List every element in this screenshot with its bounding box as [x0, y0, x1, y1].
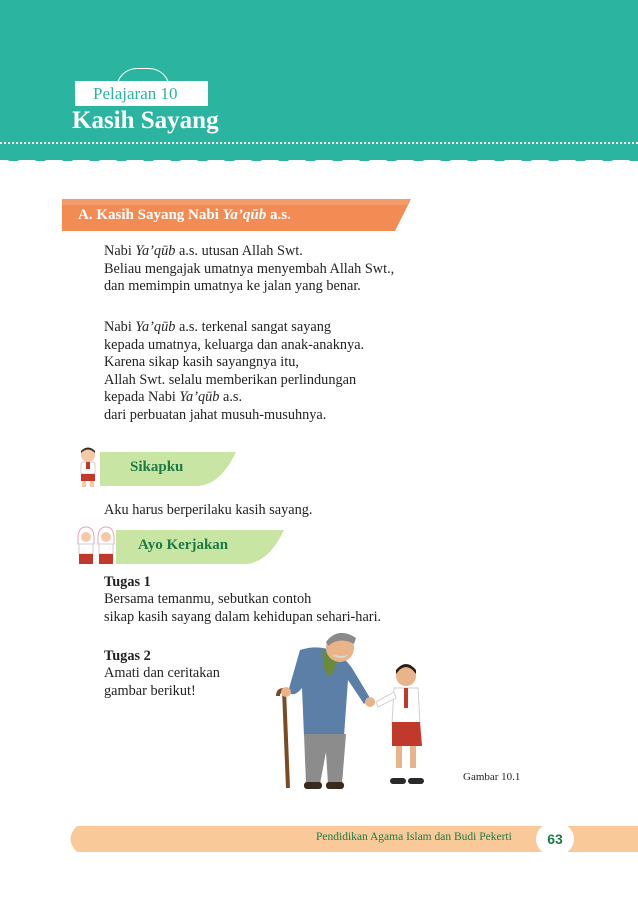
page-number: 63	[536, 823, 574, 855]
header-scallop-edge	[0, 147, 638, 173]
para2-line-3: Karena sikap kasih sayangnya itu,	[104, 354, 299, 370]
para2-line-1: Nabi Ya’qūb a.s. terkenal sangat sayang	[104, 319, 331, 335]
tugas-2-title: Tugas 2	[104, 648, 151, 664]
para1-line-2: Beliau mengajak umatnya menyembah Allah Swt.,	[104, 260, 395, 277]
tugas-1-title: Tugas 1	[104, 574, 151, 590]
student-boy-icon	[74, 446, 102, 488]
para2-line-2: kepada umatnya, keluarga dan anak-anaknya.	[104, 336, 365, 353]
section-a-title-italic: Ya’qūb	[222, 207, 267, 223]
tugas-1-line-2: sikap kasih sayang dalam kehidupan sehari-hari.	[104, 608, 382, 625]
section-a-paragraph-1	[104, 243, 394, 296]
lesson-label: Pelajaran 10	[75, 81, 208, 106]
section-a-paragraph-2	[104, 319, 364, 424]
sikapku-text: Aku harus berperilaku kasih sayang.	[104, 502, 313, 518]
header-band	[0, 0, 638, 160]
tugas-2-text	[104, 665, 220, 700]
tugas-1-text	[104, 591, 381, 626]
chapter-title: Kasih Sayang	[72, 107, 219, 134]
section-a-title-suffix: a.s.	[266, 207, 291, 223]
footer-book-title: Pendidikan Agama Islam dan Budi Pekerti	[316, 831, 512, 843]
ayo-kerjakan-title: Ayo Kerjakan	[138, 537, 229, 553]
para2-line-4: Allah Swt. selalu memberikan perlindungan	[104, 371, 357, 388]
section-a-title	[78, 199, 291, 231]
sikapku-title: Sikapku	[130, 459, 184, 475]
student-girls-icon	[74, 526, 120, 568]
section-a-title-prefix: A. Kasih Sayang Nabi	[78, 207, 223, 223]
illustration-old-man-and-boy	[270, 628, 445, 793]
tugas-2-line-1: Amati dan ceritakan	[104, 665, 220, 681]
figure-caption: Gambar 10.1	[463, 771, 521, 783]
para1-line-1: Nabi Ya’qūb a.s. utusan Allah Swt.	[104, 243, 303, 259]
para2-line-5: kepada Nabi Ya’qūb a.s.	[104, 389, 243, 405]
para2-line-6: dari perbuatan jahat musuh-musuhnya.	[104, 406, 327, 423]
tugas-1-line-1: Bersama temanmu, sebutkan contoh	[104, 591, 312, 607]
para1-line-3: dan memimpin umatnya ke jalan yang benar.	[104, 278, 361, 294]
header-dotted-line	[0, 142, 638, 144]
tugas-2-line-2: gambar berikut!	[104, 682, 196, 699]
